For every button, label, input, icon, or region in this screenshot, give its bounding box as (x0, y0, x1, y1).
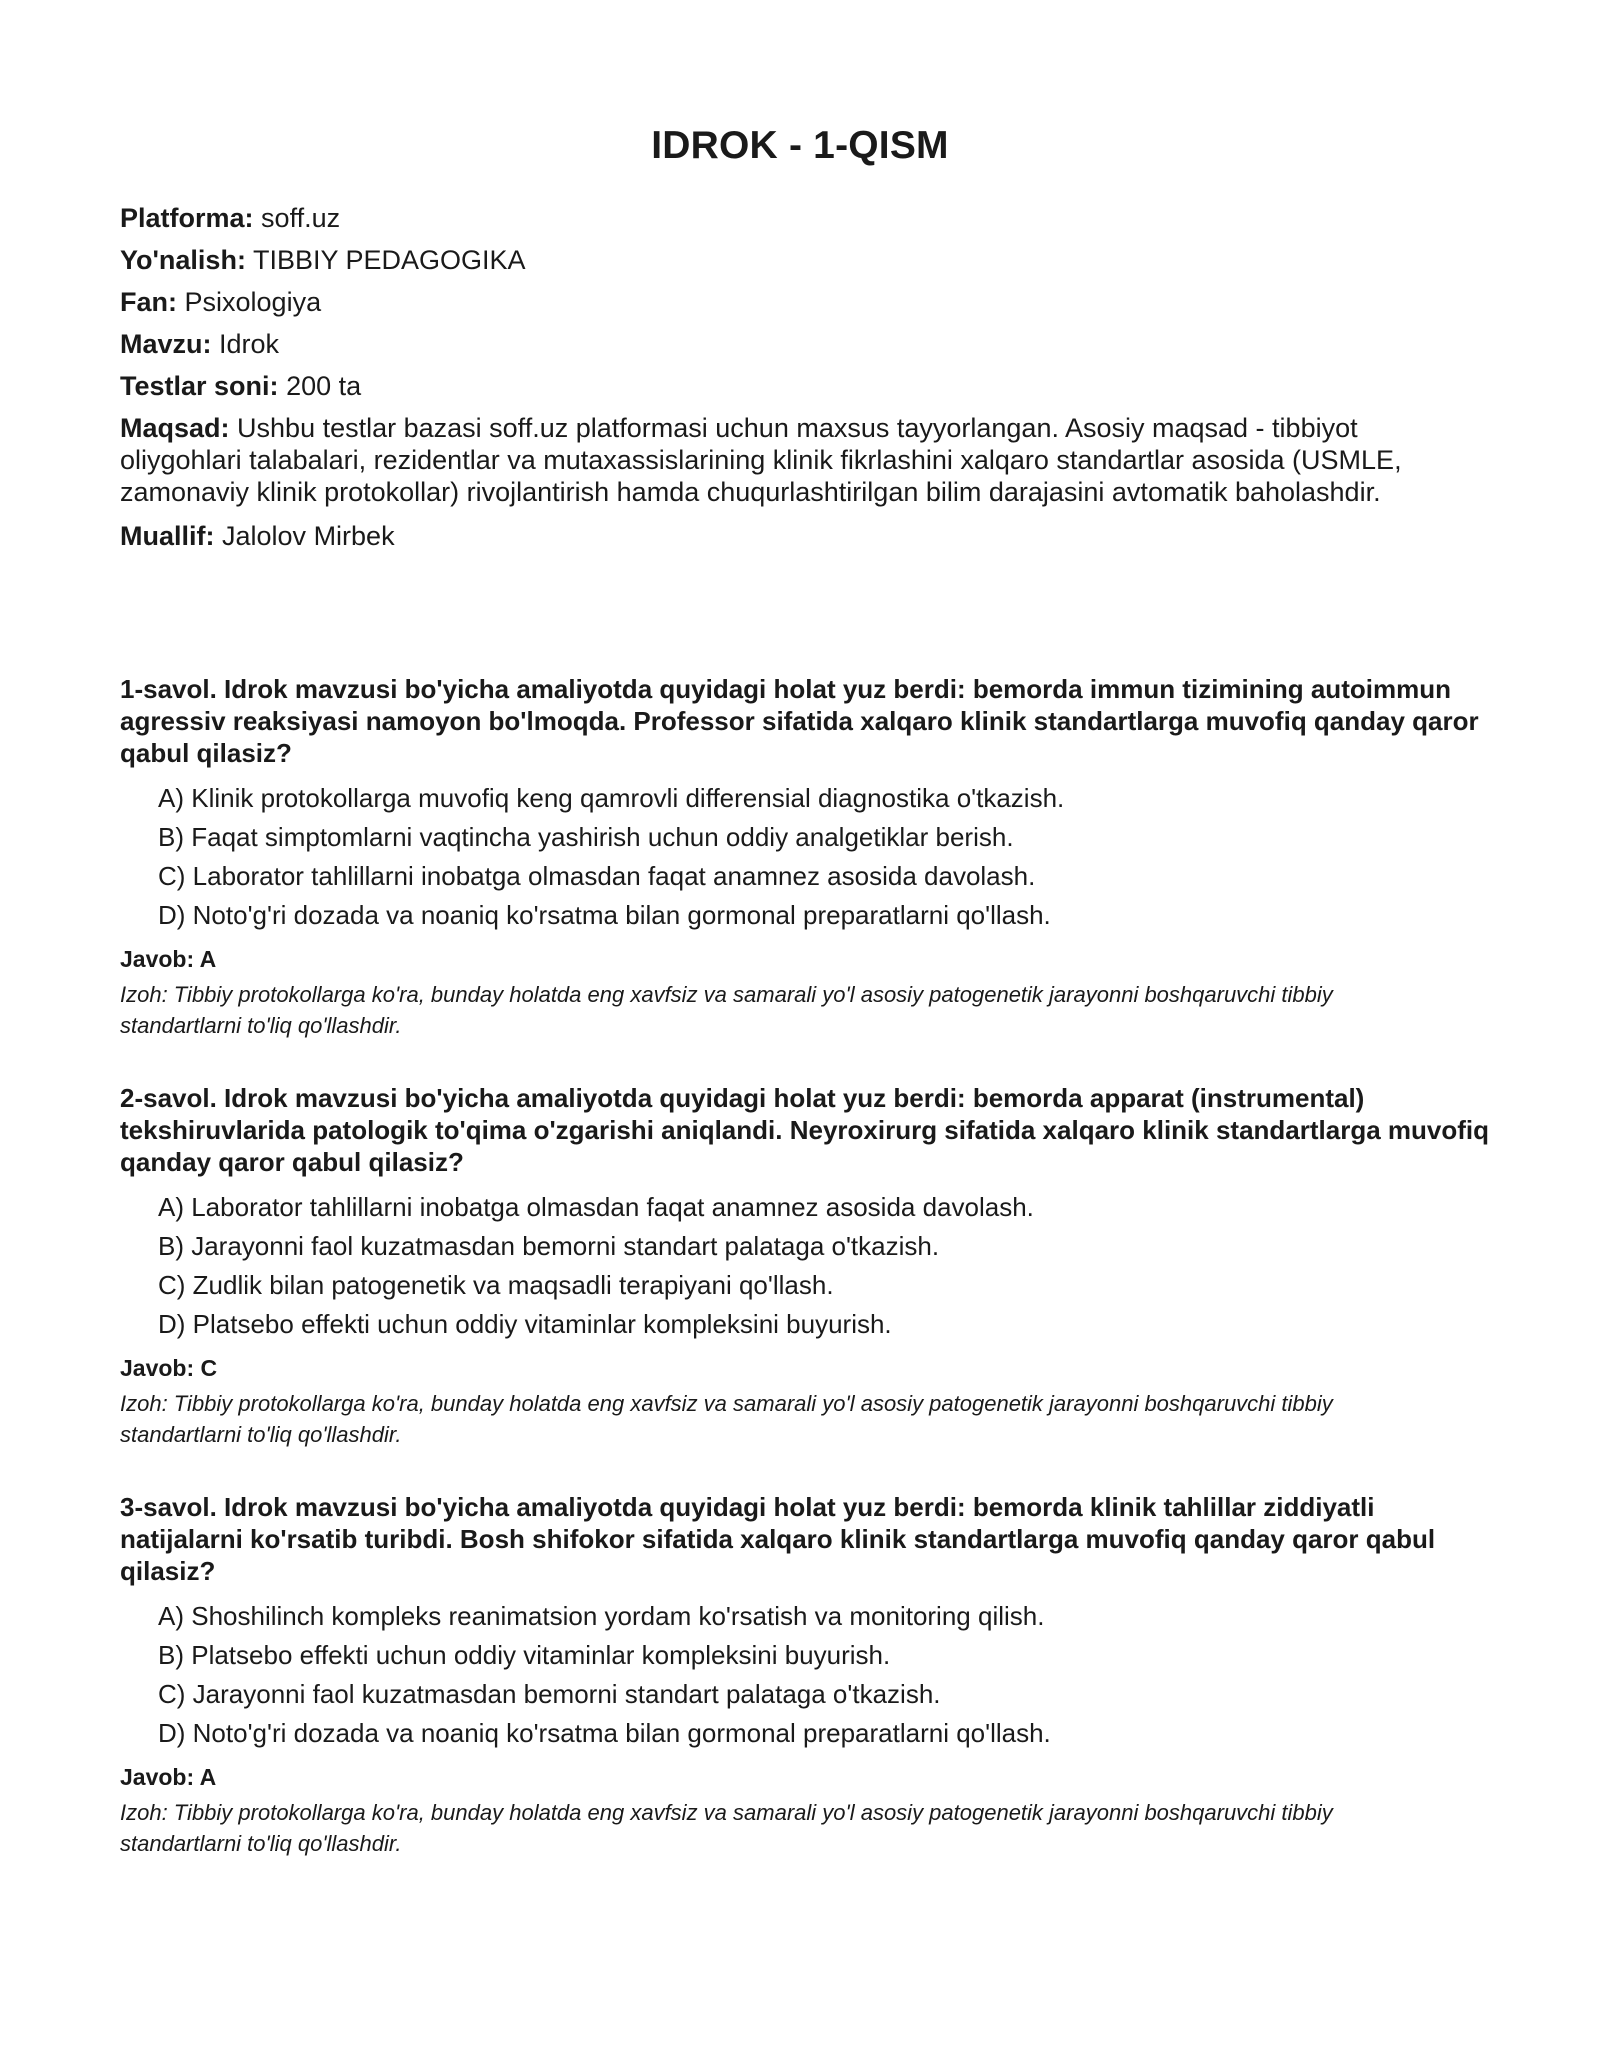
meta-testlar-soni (120, 370, 1460, 402)
answer-explanation: Izoh: Tibbiy protokollarga ko'ra, bunday holatda eng xavfsiz va samarali yo'l asosiy patogenetik jarayonni boshqaruvchi tibbiy standartlarni to'liq qo'llashdir. (120, 982, 1333, 1038)
correct-answer: Javob: A (120, 946, 217, 972)
answer-option-c: C) Jarayonni faol kuzatmasdan bemorni standart palataga o'tkazish. (158, 1679, 941, 1709)
meta-value: Idrok (219, 329, 280, 359)
meta-value: Psixologiya (184, 287, 322, 317)
meta-platforma (120, 202, 1460, 234)
meta-value: Ushbu testlar bazasi soff.uz platformasi uchun maxsus tayyorlangan. Asosiy maqsad - tibbiyot oliygohlari talabalari, rezidentlar va mutaxassislarining klinik fikrlashini xalqaro standartlar asosida (USMLE, zamonaviy klinik protokollar) rivojlantirish hamda chuqurlashtirilgan bilim darajasini avtomatik baholashdir. (120, 413, 1402, 507)
answer-option-c: C) Laborator tahlillarni inobatga olmasdan faqat anamnez asosida davolash. (158, 861, 1036, 891)
answer-option-d: D) Noto'g'ri dozada va noaniq ko'rsatma bilan gormonal preparatlarni qo'llash. (158, 1718, 1051, 1748)
answer-option-b: B) Platsebo effekti uchun oddiy vitaminlar kompleksini buyurish. (158, 1640, 891, 1670)
meta-key: Maqsad: (120, 413, 230, 443)
meta-value: soff.uz (261, 203, 341, 233)
question-2 (120, 1082, 1490, 1450)
correct-answer: Javob: A (120, 1764, 217, 1790)
answer-option-c: C) Zudlik bilan patogenetik va maqsadli terapiyani qo'llash. (158, 1270, 834, 1300)
meta-key: Muallif: (120, 521, 215, 551)
meta-value: 200 ta (286, 371, 362, 401)
answer-option-a: A) Klinik protokollarga muvofiq keng qamrovli differensial diagnostika o'tkazish. (158, 783, 1065, 813)
meta-muallif (120, 520, 1460, 552)
meta-maqsad (120, 412, 1460, 508)
question-3 (120, 1491, 1490, 1859)
answer-option-a: A) Laborator tahlillarni inobatga olmasdan faqat anamnez asosida davolash. (158, 1192, 1034, 1222)
meta-value: TIBBIY PEDAGOGIKA (252, 245, 526, 275)
question-text: 2-savol. Idrok mavzusi bo'yicha amaliyotda quyidagi holat yuz berdi: bemorda apparat (instrumental) tekshiruvlarida patologik to'qima o'zgarishi aniqlandi. Neyroxirurg sifatida xalqaro klinik standartlarga muvofiq qanday qaror qabul qilasiz? (120, 1083, 1490, 1177)
meta-key: Testlar soni: (120, 371, 279, 401)
correct-answer: Javob: C (120, 1355, 218, 1381)
answer-explanation: Izoh: Tibbiy protokollarga ko'ra, bunday holatda eng xavfsiz va samarali yo'l asosiy patogenetik jarayonni boshqaruvchi tibbiy standartlarni to'liq qo'llashdir. (120, 1391, 1333, 1447)
document-title: IDROK - 1-QISM (651, 124, 949, 167)
meta-yonalish (120, 244, 1460, 276)
answer-option-b: B) Jarayonni faol kuzatmasdan bemorni standart palataga o'tkazish. (158, 1231, 940, 1261)
meta-key: Yo'nalish: (120, 245, 246, 275)
question-1 (120, 673, 1490, 1041)
meta-key: Platforma: (120, 203, 254, 233)
meta-key: Mavzu: (120, 329, 212, 359)
answer-option-b: B) Faqat simptomlarni vaqtincha yashirish uchun oddiy analgetiklar berish. (158, 822, 1014, 852)
question-text: 1-savol. Idrok mavzusi bo'yicha amaliyotda quyidagi holat yuz berdi: bemorda immun tizimining autoimmun agressiv reaksiyasi namoyon bo'lmoqda. Professor sifatida xalqaro klinik standartlarga muvofiq qanday qaror qabul qilasiz? (120, 674, 1479, 768)
meta-value: Jalolov Mirbek (222, 521, 395, 551)
meta-key: Fan: (120, 287, 177, 317)
meta-fan (120, 286, 1460, 318)
document-meta (120, 202, 1460, 562)
answer-option-a: A) Shoshilinch kompleks reanimatsion yordam ko'rsatish va monitoring qilish. (158, 1601, 1045, 1631)
question-text: 3-savol. Idrok mavzusi bo'yicha amaliyotda quyidagi holat yuz berdi: bemorda klinik tahlillar ziddiyatli natijalarni ko'rsatib turibdi. Bosh shifokor sifatida xalqaro klinik standartlarga muvofiq qanday qaror qabul qilasiz? (120, 1492, 1436, 1586)
answer-explanation: Izoh: Tibbiy protokollarga ko'ra, bunday holatda eng xavfsiz va samarali yo'l asosiy patogenetik jarayonni boshqaruvchi tibbiy standartlarni to'liq qo'llashdir. (120, 1800, 1333, 1856)
answer-option-d: D) Noto'g'ri dozada va noaniq ko'rsatma bilan gormonal preparatlarni qo'llash. (158, 900, 1051, 930)
answer-option-d: D) Platsebo effekti uchun oddiy vitaminlar kompleksini buyurish. (158, 1309, 892, 1339)
meta-mavzu (120, 328, 1460, 360)
